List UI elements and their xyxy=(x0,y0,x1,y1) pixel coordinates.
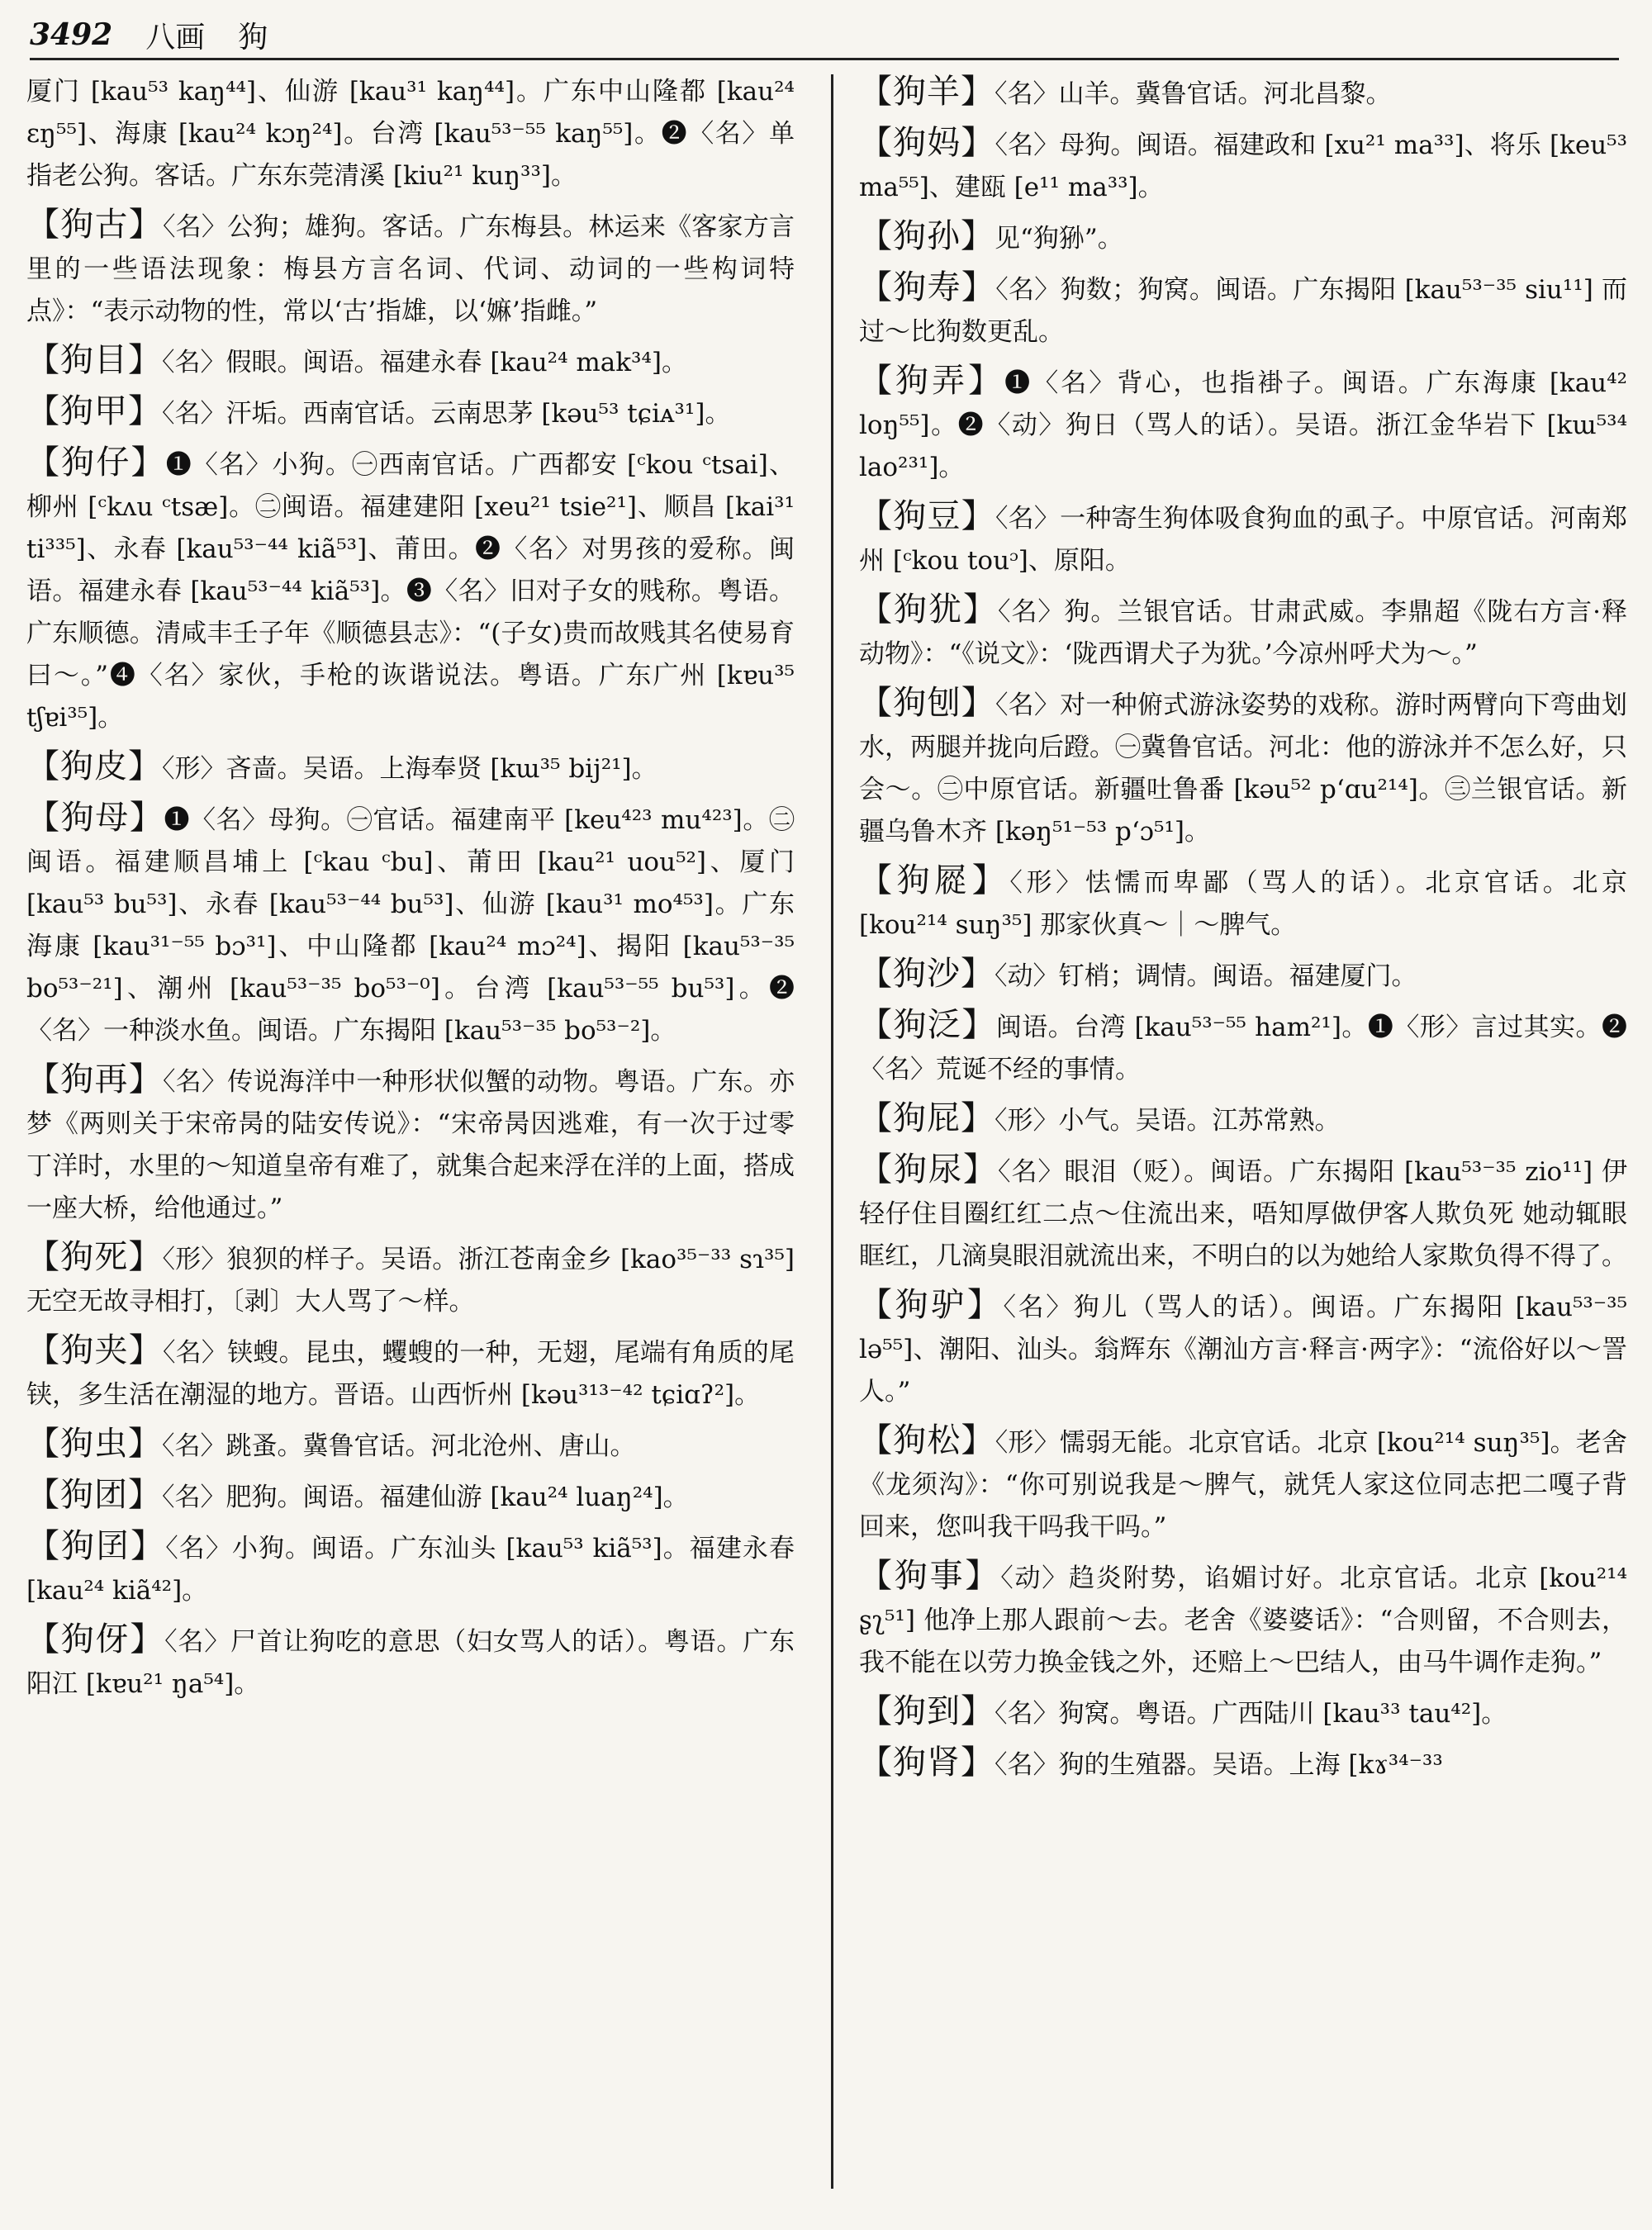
entry-definition: 〈名〉母狗。闽语。福建政和 [xu²¹ ma³³]、将乐 [keu⁵³ ma⁵⁵]、建瓯 [e¹¹ ma³³]。 xyxy=(859,130,1627,202)
dictionary-entry xyxy=(859,1098,1627,1142)
entry-headword: 【狗沙】 xyxy=(859,955,995,993)
dictionary-entry xyxy=(859,360,1627,489)
left-column xyxy=(26,71,795,2210)
dictionary-entry xyxy=(26,1236,795,1323)
right-entry-list xyxy=(859,71,1627,1786)
entry-definition: 〈名〉狗数；狗窝。闽语。广东揭阳 [kau⁵³⁻³⁵ siu¹¹] 而过～比狗数更乱。 xyxy=(859,275,1627,347)
entry-headword: 【狗豆】 xyxy=(859,497,995,535)
dictionary-entry xyxy=(26,1474,795,1519)
entry-headword: 【狗肾】 xyxy=(859,1744,995,1782)
entry-definition: ❶〈名〉小狗。㊀西南官话。广西都安 [ᶜkou ᶜtsai]、柳州 [ᶜkʌu ᶜtsæ]。㊁闽语。福建建阳 [xeu²¹ tsie²¹]、顺昌 [kai³¹ ti³³⁵]、永春 [kau⁵³⁻⁴⁴ kiã⁵³]、莆田。❷〈名〉对男孩的爱称。闽语。福建永春 [kau⁵³⁻⁴⁴ kiã⁵³]。❸〈名〉旧对子女的贱称。粤语。广东顺德。清咸丰壬子年《顺德县志》：“(子女)贵而故贱其名使易育曰～。”❹〈名〉家伙，手枪的诙谐说法。粤语。广东广州 [kɐu³⁵ tʃɐi³⁵]。 xyxy=(26,450,795,733)
dictionary-entry xyxy=(26,1423,795,1468)
entry-headword: 【狗刨】 xyxy=(859,684,995,722)
entry-definition: 〈名〉一种寄生狗体吸食狗血的虱子。中原官话。河南郑州 [ᶜkou touᵓ]、原阳。 xyxy=(859,504,1627,576)
entry-definition: 见“狗狲”。 xyxy=(995,224,1123,254)
dictionary-entry xyxy=(859,682,1627,853)
entry-headword: 【狗妈】 xyxy=(859,124,995,162)
section-label: 八画 xyxy=(145,20,206,55)
entry-headword: 【狗寿】 xyxy=(859,268,996,306)
entry-headword: 【狗虫】 xyxy=(26,1425,162,1463)
entry-definition: 〈名〉小狗。闽语。广东汕头 [kau⁵³ kiã⁵³]。福建永春 [kau²⁴ kiã⁴²]。 xyxy=(26,1534,795,1606)
entry-headword: 【狗团】 xyxy=(26,1476,162,1514)
entry-headword: 【狗泛】 xyxy=(859,1006,996,1044)
page-number: 3492 xyxy=(30,17,113,52)
dictionary-entry xyxy=(859,216,1627,260)
entry-definition: 〈形〉怯懦而卑鄙（骂人的话）。北京官话。北京 [kou²¹⁴ suŋ³⁵] 那家伙真～｜～脾气。 xyxy=(859,868,1627,940)
entry-definition: 〈形〉吝啬。吴语。上海奉贤 [kɯ³⁵ bij²¹]。 xyxy=(162,754,657,784)
entry-headword: 【狗目】 xyxy=(26,341,162,379)
entry-headword: 【狗夹】 xyxy=(26,1331,163,1369)
entry-headword: 【狗弄】 xyxy=(859,362,1005,400)
dictionary-entry xyxy=(26,442,795,739)
entry-headword: 【狗伢】 xyxy=(26,1620,165,1658)
dictionary-entry xyxy=(859,496,1627,582)
right-column xyxy=(859,71,1627,2210)
dictionary-entry xyxy=(859,267,1627,353)
entry-definition: 〈名〉狗儿（骂人的话）。闽语。广东揭阳 [kau⁵³⁻³⁵ lə⁵⁵]、潮阳、汕头。翁辉东《潮汕方言·释言·两字》：“流俗好以～詈人。” xyxy=(859,1293,1627,1407)
entry-definition: 〈动〉钉梢；调情。闽语。福建厦门。 xyxy=(995,961,1417,991)
entry-headword: 【狗甲】 xyxy=(26,392,162,430)
dictionary-entry xyxy=(859,1555,1627,1684)
entry-definition: 〈形〉狼狈的样子。吴语。浙江苍南金乡 [kao³⁵⁻³³ sɿ³⁵]无空无故寻相打，〔剥〕大人骂了～样。 xyxy=(26,1245,795,1317)
dictionary-entry xyxy=(26,1059,795,1230)
entry-definition: 〈名〉传说海洋中一种形状似蟹的动物。粤语。广东。亦梦《两则关于宋帝昺的陆安传说》：“宋帝昺因逃难，有一次于过零丁洋时，水里的～知道皇帝有难了，就集合起来浮在洋的上面，搭成一座大桥，给他通过。” xyxy=(26,1067,795,1223)
entry-headword: 【狗屁】 xyxy=(859,1099,995,1137)
dictionary-entry xyxy=(859,1420,1627,1549)
dictionary-entry xyxy=(859,1284,1627,1413)
column-divider xyxy=(831,74,833,2189)
entry-definition: 〈名〉汗垢。西南官话。云南思茅 [kəu⁵³ tɕiᴀ³¹]。 xyxy=(162,399,731,429)
continuation-text: 厦门 [kau⁵³ kaŋ⁴⁴]、仙游 [kau³¹ kaŋ⁴⁴]。广东中山隆都 [kau²⁴ ɛŋ⁵⁵]、海康 [kau²⁴ kɔŋ²⁴]。台湾 [kau⁵³⁻⁵⁵ kaŋ⁵⁵]。❷〈名〉单指老公狗。客话。广东东莞清溪 [kiu²¹ kuŋ³³]。 xyxy=(26,77,795,191)
entry-definition: 〈名〉跳蚤。冀鲁官话。河北沧州、唐山。 xyxy=(162,1431,636,1461)
dictionary-entry xyxy=(26,204,795,333)
entry-headword: 【狗孙】 xyxy=(859,217,995,255)
entry-definition: 〈名〉狗的生殖器。吴语。上海 [kɤ³⁴⁻³³ xyxy=(995,1750,1443,1780)
entry-definition: 〈名〉眼泪（贬）。闽语。广东揭阳 [kau⁵³⁻³⁵ zio¹¹] 伊轻仔住目圈红红二点～住流出来，唔知厚做伊客人欺负死 她动辄眼眶红，几滴臭眼泪就流出来，不明白的以为她给人家欺负得不得了。 xyxy=(859,1157,1627,1271)
dictionary-entry xyxy=(859,1691,1627,1735)
entry-definition: 〈形〉小气。吴语。江苏常熟。 xyxy=(995,1106,1341,1136)
dictionary-entry xyxy=(26,391,795,435)
entry-definition: 闽语。台湾 [kau⁵³⁻⁵⁵ ham²¹]。❶〈形〉言过其实。❷〈名〉荒诞不经的事情。 xyxy=(859,1013,1627,1084)
dictionary-entry xyxy=(26,1330,795,1416)
dictionary-entry xyxy=(26,746,795,790)
entry-definition: 〈名〉狗窝。粤语。广西陆川 [kau³³ tau⁴²]。 xyxy=(995,1699,1507,1729)
dictionary-entry xyxy=(26,797,795,1052)
dictionary-entry xyxy=(26,339,795,384)
entry-definition: 〈名〉假眼。闽语。福建永春 [kau²⁴ mak³⁴]。 xyxy=(162,348,687,377)
dictionary-entry xyxy=(26,1525,795,1612)
dictionary-entry xyxy=(26,1619,795,1706)
entry-definition: 〈名〉对一种俯式游泳姿势的戏称。游时两臂向下弯曲划水，两腿并拢向后蹬。㊀冀鲁官话。河北：他的游泳并不怎么好，只会～。㊁中原官话。新疆吐鲁番 [kəu⁵² pʻɑu²¹⁴]。㊂兰银官话。新疆乌鲁木齐 [kəŋ⁵¹⁻⁵³ pʻɔ⁵¹]。 xyxy=(859,690,1627,847)
entry-headword: 【狗古】 xyxy=(26,206,163,244)
entry-definition: 〈名〉公狗；雄狗。客话。广东梅县。林运来《客家方言里的一些语法现象：梅县方言名词、代词、动词的一些构词特点》：“表示动物的性，常以‘古’指雄，以‘嫲’指雌。” xyxy=(26,212,795,326)
entry-headword: 【狗死】 xyxy=(26,1238,163,1276)
entry-headword: 【狗松】 xyxy=(859,1421,995,1459)
entry-headword: 【狗皮】 xyxy=(26,747,162,785)
dictionary-entry xyxy=(859,122,1627,209)
entry-headword: 【狗囝】 xyxy=(26,1527,166,1565)
entry-definition: 〈名〉铗螋。昆虫，蠼螋的一种，无翅，尾端有角质的尾铗，多生活在潮湿的地方。晋语。山西忻州 [kəu³¹³⁻⁴² tɕiɑʔ²]。 xyxy=(26,1338,795,1410)
page-header xyxy=(30,12,1619,60)
entry-definition: 〈名〉狗。兰银官话。甘肃武威。李鼎超《陇右方言·释动物》：“《说文》：‘陇西谓犬子为犹。’今凉州呼犬为～。” xyxy=(859,597,1627,669)
entry-headword: 【狗驴】 xyxy=(859,1286,1004,1324)
entry-definition: ❶〈名〉背心，也指褂子。闽语。广东海康 [kau⁴² loŋ⁵⁵]。❷〈动〉狗日（骂人的话）。吴语。浙江金华岩下 [kɯ⁵³⁴ lao²³¹]。 xyxy=(859,368,1627,482)
dictionary-entry xyxy=(859,1149,1627,1278)
entry-headword: 【狗羊】 xyxy=(859,73,995,111)
dictionary-entry xyxy=(859,1742,1627,1786)
entry-definition: 〈形〉懦弱无能。北京官话。北京 [kou²¹⁴ suŋ³⁵]。老舍《龙须沟》：“你可别说我是～脾气，就凭人家这位同志把二嘎子背回来，您叫我干吗我干吗。” xyxy=(859,1428,1627,1542)
dictionary-entry xyxy=(859,953,1627,998)
entry-definition: ❶〈名〉母狗。㊀官话。福建南平 [keu⁴²³ mu⁴²³]。㊁闽语。福建顺昌埔上 [ᶜkau ᶜbu]、莆田 [kau²¹ uou⁵²]、厦门 [kau⁵³ bu⁵³]、永春 [kau⁵³⁻⁴⁴ bu⁵³]、仙游 [kau³¹ mo⁴⁵³]。广东海康 [kau³¹⁻⁵⁵ bɔ³¹]、中山隆都 [kau²⁴ mɔ²⁴]、揭阳 [kau⁵³⁻³⁵ bo⁵³⁻²¹]、潮州 [kau⁵³⁻³⁵ bo⁵³⁻⁰]。台湾 [kau⁵³⁻⁵⁵ bu⁵³]。❷〈名〉一种淡水鱼。闽语。广东揭阳 [kau⁵³⁻³⁵ bo⁵³⁻²]。 xyxy=(26,805,795,1046)
entry-headword: 【狗事】 xyxy=(859,1557,1001,1595)
header-char: 狗 xyxy=(238,20,268,55)
entry-definition: 〈名〉肥狗。闽语。福建仙游 [kau²⁴ luaŋ²⁴]。 xyxy=(162,1483,689,1512)
entry-headword: 【狗犹】 xyxy=(859,591,998,629)
entry-headword: 【狗㞞】 xyxy=(859,861,1010,899)
entry-headword: 【狗仔】 xyxy=(26,444,166,482)
dictionary-entry xyxy=(859,71,1627,116)
entry-headword: 【狗到】 xyxy=(859,1692,995,1730)
entry-headword: 【狗尿】 xyxy=(859,1151,999,1189)
dictionary-entry xyxy=(859,860,1627,947)
dictionary-entry xyxy=(859,589,1627,676)
entry-headword: 【狗母】 xyxy=(26,799,164,837)
entry-definition: 〈名〉尸首让狗吃的意思（妇女骂人的话）。粤语。广东阳江 [kɐu²¹ ŋa⁵⁴]。 xyxy=(26,1627,795,1699)
entry-headword: 【狗再】 xyxy=(26,1060,163,1098)
left-entry-list xyxy=(26,204,795,1706)
entry-definition: 〈名〉山羊。冀鲁官话。河北昌黎。 xyxy=(995,79,1392,109)
dictionary-entry xyxy=(859,1004,1627,1091)
entry-definition: 〈动〉趋炎附势，谄媚讨好。北京官话。北京 [kou²¹⁴ ʂʅ⁵¹] 他净上那人跟前～去。老舍《婆婆话》：“合则留，不合则去，我不能在以劳力换金钱之外，还赔上～巴结人，由马牛调作走狗。” xyxy=(859,1563,1627,1677)
